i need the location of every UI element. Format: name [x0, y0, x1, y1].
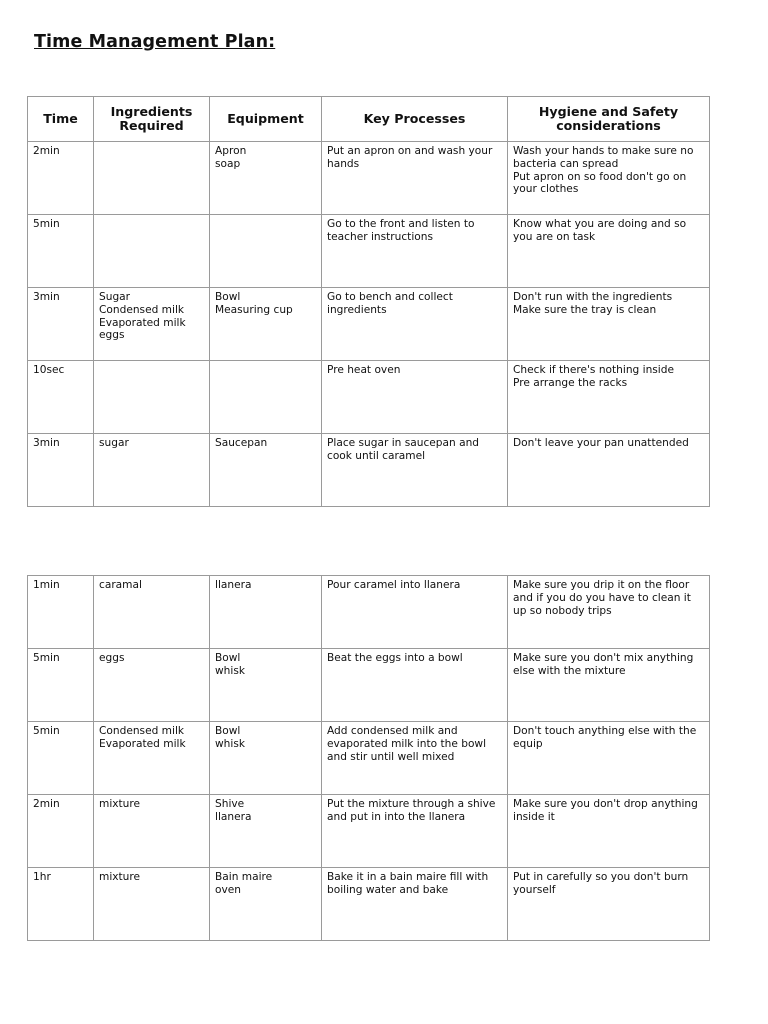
cell-time: 2min	[28, 795, 94, 868]
header-time: Time	[28, 97, 94, 142]
cell-ingredients: Condensed milk Evaporated milk	[94, 722, 210, 795]
cell-hygiene: Make sure you don't drop anything inside it	[508, 795, 710, 868]
cell-processes: Add condensed milk and evaporated milk into the bowl and stir until well mixed	[322, 722, 508, 795]
cell-equipment: Bowl Measuring cup	[210, 288, 322, 361]
table-row	[28, 868, 710, 941]
cell-hygiene: Make sure you don't mix anything else with the mixture	[508, 649, 710, 722]
cell-processes: Beat the eggs into a bowl	[322, 649, 508, 722]
cell-time: 3min	[28, 288, 94, 361]
table-row	[28, 361, 710, 434]
cell-hygiene: Check if there's nothing inside Pre arrange the racks	[508, 361, 710, 434]
cell-processes: Put the mixture through a shive and put in into the llanera	[322, 795, 508, 868]
table-row	[28, 795, 710, 868]
header-row	[28, 97, 710, 142]
cell-time: 10sec	[28, 361, 94, 434]
cell-hygiene: Don't run with the ingredients Make sure the tray is clean	[508, 288, 710, 361]
cell-equipment: Bowl whisk	[210, 722, 322, 795]
cell-processes: Put an apron on and wash your hands	[322, 142, 508, 215]
cell-processes: Go to the front and listen to teacher instructions	[322, 215, 508, 288]
cell-equipment: llanera	[210, 576, 322, 649]
table-row	[28, 142, 710, 215]
header-equipment: Equipment	[210, 97, 322, 142]
cell-time: 5min	[28, 722, 94, 795]
table-row	[28, 215, 710, 288]
cell-time: 5min	[28, 649, 94, 722]
table-row	[28, 434, 710, 507]
cell-equipment: Saucepan	[210, 434, 322, 507]
header-ingredients: Ingredients Required	[94, 97, 210, 142]
cell-ingredients: sugar	[94, 434, 210, 507]
cell-time: 1hr	[28, 868, 94, 941]
cell-ingredients	[94, 142, 210, 215]
cell-processes: Pre heat oven	[322, 361, 508, 434]
cell-ingredients: mixture	[94, 795, 210, 868]
cell-equipment: Shive llanera	[210, 795, 322, 868]
header-hygiene: Hygiene and Safety considerations	[508, 97, 710, 142]
cell-processes: Bake it in a bain maire fill with boiling water and bake	[322, 868, 508, 941]
cell-ingredients: caramal	[94, 576, 210, 649]
cell-equipment	[210, 361, 322, 434]
table-row	[28, 722, 710, 795]
cell-hygiene: Don't touch anything else with the equip	[508, 722, 710, 795]
cell-ingredients: mixture	[94, 868, 210, 941]
table-row	[28, 576, 710, 649]
cell-equipment: Bain maire oven	[210, 868, 322, 941]
cell-hygiene: Don't leave your pan unattended	[508, 434, 710, 507]
cell-time: 2min	[28, 142, 94, 215]
cell-ingredients	[94, 361, 210, 434]
cell-equipment: Apron soap	[210, 142, 322, 215]
page-title: Time Management Plan:	[34, 32, 276, 52]
time-plan-table-2	[27, 575, 710, 941]
cell-ingredients: eggs	[94, 649, 210, 722]
cell-time: 1min	[28, 576, 94, 649]
table-row	[28, 649, 710, 722]
cell-processes: Pour caramel into llanera	[322, 576, 508, 649]
cell-equipment: Bowl whisk	[210, 649, 322, 722]
cell-processes: Go to bench and collect ingredients	[322, 288, 508, 361]
cell-ingredients	[94, 215, 210, 288]
header-processes: Key Processes	[322, 97, 508, 142]
cell-time: 5min	[28, 215, 94, 288]
time-plan-table-1	[27, 96, 710, 507]
cell-hygiene: Wash your hands to make sure no bacteria can spread Put apron on so food don't go on your clothes	[508, 142, 710, 215]
cell-time: 3min	[28, 434, 94, 507]
cell-hygiene: Know what you are doing and so you are on task	[508, 215, 710, 288]
cell-hygiene: Put in carefully so you don't burn yourself	[508, 868, 710, 941]
cell-ingredients: Sugar Condensed milk Evaporated milk eggs	[94, 288, 210, 361]
cell-equipment	[210, 215, 322, 288]
cell-hygiene: Make sure you drip it on the floor and if you do you have to clean it up so nobody trips	[508, 576, 710, 649]
table-row	[28, 288, 710, 361]
cell-processes: Place sugar in saucepan and cook until caramel	[322, 434, 508, 507]
